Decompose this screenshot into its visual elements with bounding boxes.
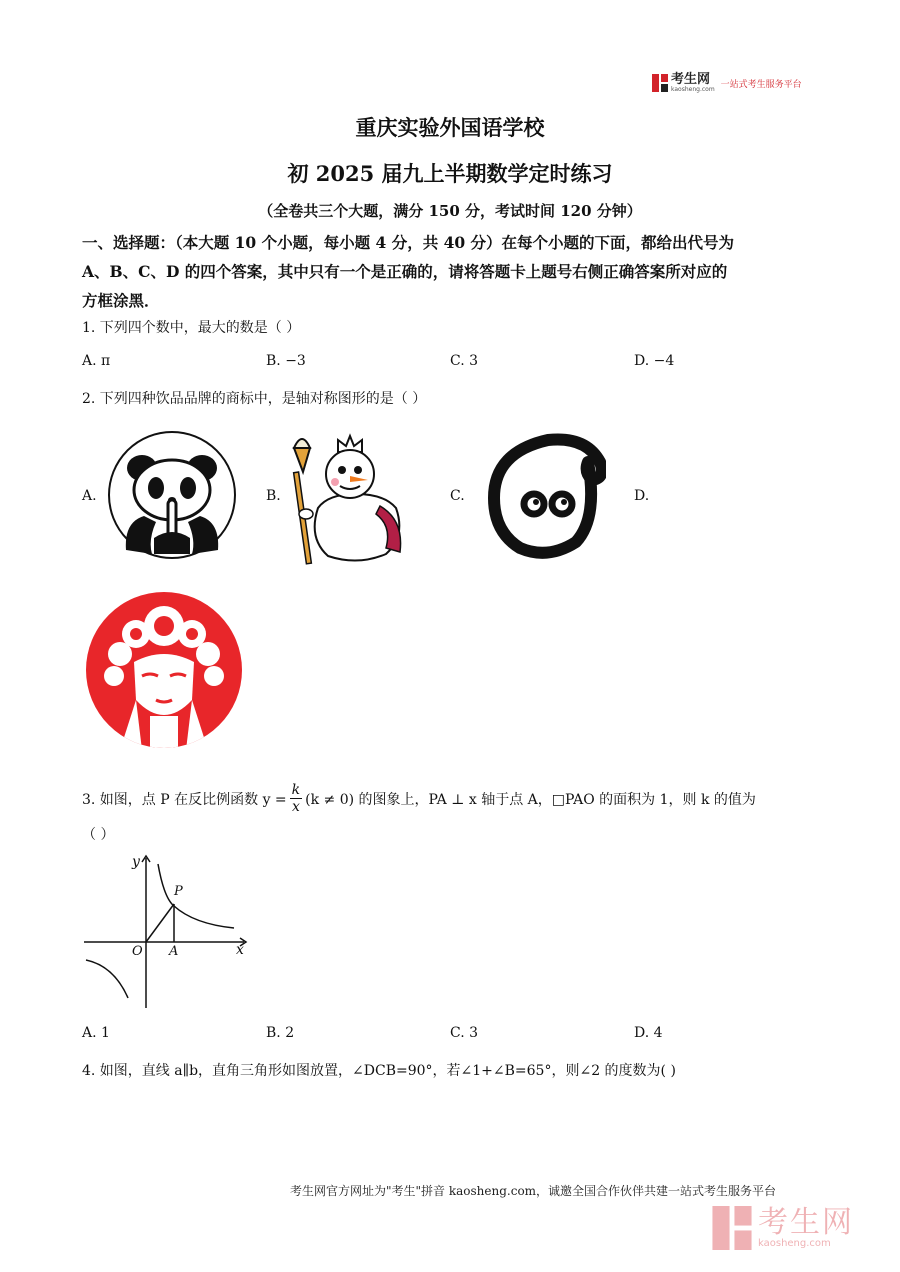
footer-text: 考生网官方网址为"考生"拼音 kaosheng.com，诚邀全国合作伙伴共建一站式考生服务平台 bbox=[290, 1184, 777, 1198]
logo-slogan: 一站式考生服务平台 bbox=[720, 79, 802, 90]
q3-graph bbox=[82, 850, 252, 1010]
q1-option-d: D. −4 bbox=[634, 353, 675, 369]
q2-option-c-label: C. bbox=[450, 488, 465, 504]
q3-point-p-label: P bbox=[174, 884, 183, 899]
watermark bbox=[712, 1206, 854, 1250]
q1-option-c: C. 3 bbox=[450, 353, 479, 369]
q3-fraction bbox=[290, 782, 302, 815]
q3-stem-part-c: （ ） bbox=[82, 827, 115, 843]
q3-option-a: A. 1 bbox=[82, 1025, 110, 1041]
q3-option-b: B. 2 bbox=[266, 1025, 295, 1041]
q3-fraction-numerator: k bbox=[291, 782, 301, 798]
section-line-3: 方框涂黑． bbox=[82, 291, 160, 310]
q3-graph-svg bbox=[82, 850, 252, 1010]
kaosheng-logo-icon bbox=[652, 74, 668, 92]
q3-option-c: C. 3 bbox=[450, 1025, 479, 1041]
exam-title: 初 2025 届九上半期数学定时练习 bbox=[287, 161, 613, 186]
q3-stem-part-a: 3. 如图，点 P 在反比例函数 y = bbox=[82, 791, 287, 808]
q2-option-d-label: D. bbox=[634, 488, 650, 504]
school-title: 重庆实验外国语学校 bbox=[355, 115, 545, 140]
snowman-ice-cream-logo-icon bbox=[288, 428, 412, 568]
q3-axis-y-label: y bbox=[132, 854, 140, 870]
panda-logo-icon bbox=[104, 430, 240, 560]
q3-point-a-label: A bbox=[169, 944, 179, 959]
q3-axis-x-label: x bbox=[236, 942, 244, 958]
logo-text-cn: 考生网 bbox=[671, 71, 711, 87]
question-1-stem: 1. 下列四个数中，最大的数是（ ） bbox=[82, 320, 301, 336]
question-2-stem: 2. 下列四种饮品品牌的商标中，是轴对称图形的是（ ） bbox=[82, 391, 427, 407]
q3-origin-label: O bbox=[132, 944, 143, 959]
section-line-2: A、B、C、D 的四个答案，其中只有一个是正确的，请将答题卡上题号右侧正确答案所对应的 bbox=[82, 262, 728, 281]
q1-option-a: A. π bbox=[82, 353, 111, 369]
brand-logo bbox=[652, 72, 802, 94]
q2-option-a-label: A. bbox=[82, 488, 97, 504]
watermark-logo-icon bbox=[712, 1206, 752, 1250]
q3-fraction-denominator: x bbox=[291, 799, 300, 815]
logo-text-en: kaosheng.com bbox=[671, 85, 715, 93]
section-instructions bbox=[82, 228, 822, 315]
droplet-face-logo-icon bbox=[488, 432, 606, 560]
q2-option-b-label: B. bbox=[266, 488, 281, 504]
question-3-stem bbox=[82, 782, 756, 815]
q3-option-d: D. 4 bbox=[634, 1025, 663, 1041]
exam-note: （全卷共三个大题，满分 150 分，考试时间 120 分钟） bbox=[258, 202, 642, 220]
watermark-text-cn: 考生网 bbox=[758, 1204, 854, 1240]
opera-mask-logo-icon bbox=[84, 590, 244, 750]
section-line-1: 一、选择题：（本大题 10 个小题，每小题 4 分，共 40 分）在每个小题的下面，都给出代号为 bbox=[82, 233, 735, 252]
q3-stem-part-b: (k ≠ 0) 的图象上，PA ⊥ x 轴于点 A，□PAO 的面积为 1，则 k 的值为 bbox=[305, 791, 756, 808]
watermark-text-en: kaosheng.com bbox=[758, 1237, 831, 1249]
question-4-stem: 4. 如图，直线 a∥b，直角三角形如图放置，∠DCB=90°，若∠1+∠B=65°，则∠2 的度数为( ) bbox=[82, 1063, 676, 1079]
q1-option-b: B. −3 bbox=[266, 353, 306, 369]
